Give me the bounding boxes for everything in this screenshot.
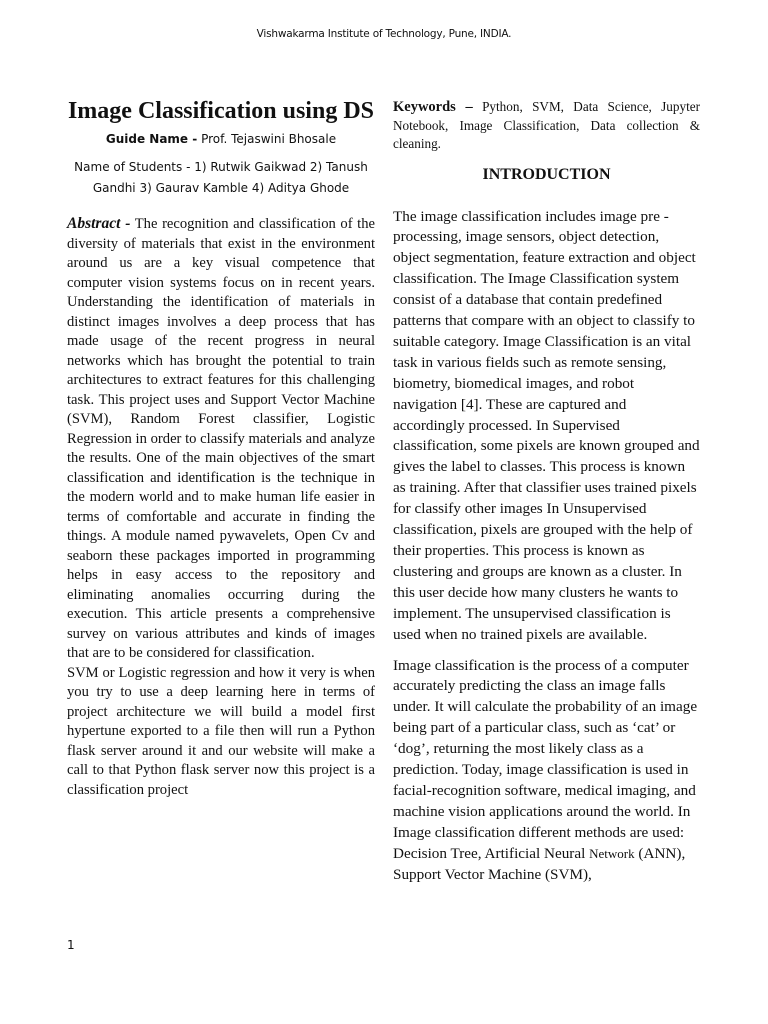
intro-text-2b: (ANN), Support Vector Machine (SVM), (393, 844, 686, 883)
abstract-paragraph-2: SVM or Logistic regression and how it very is when you try to use a deep learning here in terms of project architecture we will build a model first hypertune exported to a file then will run a Python flask server around it and our website will make a call to that Python flask server now this project is a classification project (67, 664, 375, 798)
guide-line (67, 132, 375, 146)
right-column (393, 98, 700, 896)
abstract-label: Abstract - (67, 215, 131, 232)
introduction-heading: INTRODUCTION (482, 165, 611, 183)
guide-name: Prof. Tejaswini Bhosale (201, 132, 337, 146)
intro-paragraph-2 (393, 656, 700, 886)
abstract-section (67, 214, 375, 800)
page-header: Vishwakarma Institute of Technology, Pune, INDIA. (256, 28, 512, 40)
abstract-text-1: The recognition and classification of the diversity of materials that exist in the environment around us are a key visual competence that computer vision systems focus on in recent years. Understanding the identification of materials in distinct images involves a deep process that has made usage of the recent progress in neural networks which has brought the potential to train architectures to extract features for this challenging task. This project uses and Support Vector Machine (SVM), Random Forest classifier, Logistic Regression in order to classify materials and analyze the results. One of the main objectives of the smart classification and identification is the technique in the modern world and to make human life easier in terms of comfortable and accurate in finding the things. A module named pywavelets, Open Cv and seaborn these packages imported in programming helps in easy access to the repository and eliminating anomalies occurring during the execution. This article presents a comprehensive survey on various attributes and kinds of images that are to be considered for classification. (67, 216, 376, 661)
introduction-body (393, 207, 700, 886)
intro-text-2a: Image classification is the process of a computer accurately predicting the class an image falls under. It will calculate the probability of an image being part of a particular class, such as ‘cat’ or ‘dog’, returning the most likely class as a prediction. Today, image classification is used in facial-recognition software, medical imaging, and machine vision applications around the world. In Image classification different methods are used: Decision Tree, Artificial Neural (393, 656, 698, 862)
intro-network-word: Network (589, 845, 635, 861)
keywords-section (393, 98, 700, 154)
keywords-label: Keywords – (393, 99, 473, 115)
paper-title: Image Classification using DS (67, 98, 375, 124)
keywords-text: Python, SVM, Data Science, Jupyter Notebook, Image Classification, Data collection & cleaning. (393, 99, 700, 151)
page-number: 1 (67, 938, 75, 952)
left-column (67, 94, 375, 800)
intro-paragraph-1: The image classification includes image pre - processing, image sensors, object detection, object segmentation, feature extraction and object classification. The Image Classification system consist of a database that contain predefined patterns that compare with an object to classify to suitable category. Image Classification is an vital task in various fields such as remote sensing, biometry, biomedical images, and robot navigation [4]. These are captured and accordingly processed. In Supervised classification, some pixels are known grouped and gives the label to classes. This process is known as training. After that classifier uses trained pixels for classify other images In Unsupervised classification, pixels are grouped with the help of their properties. This process is known as clustering and groups are known as a cluster. In this user decide how many clusters he wants to implement. The unsupervised classification is used when no trained pixels are available. (393, 207, 700, 643)
abstract-paragraph-1 (67, 214, 375, 664)
guide-label: Guide Name - (105, 132, 198, 146)
student-names: Name of Students - 1) Rutwik Gaikwad 2) Tanush Gandhi 3) Gaurav Kamble 4) Aditya Ghode (74, 160, 368, 195)
